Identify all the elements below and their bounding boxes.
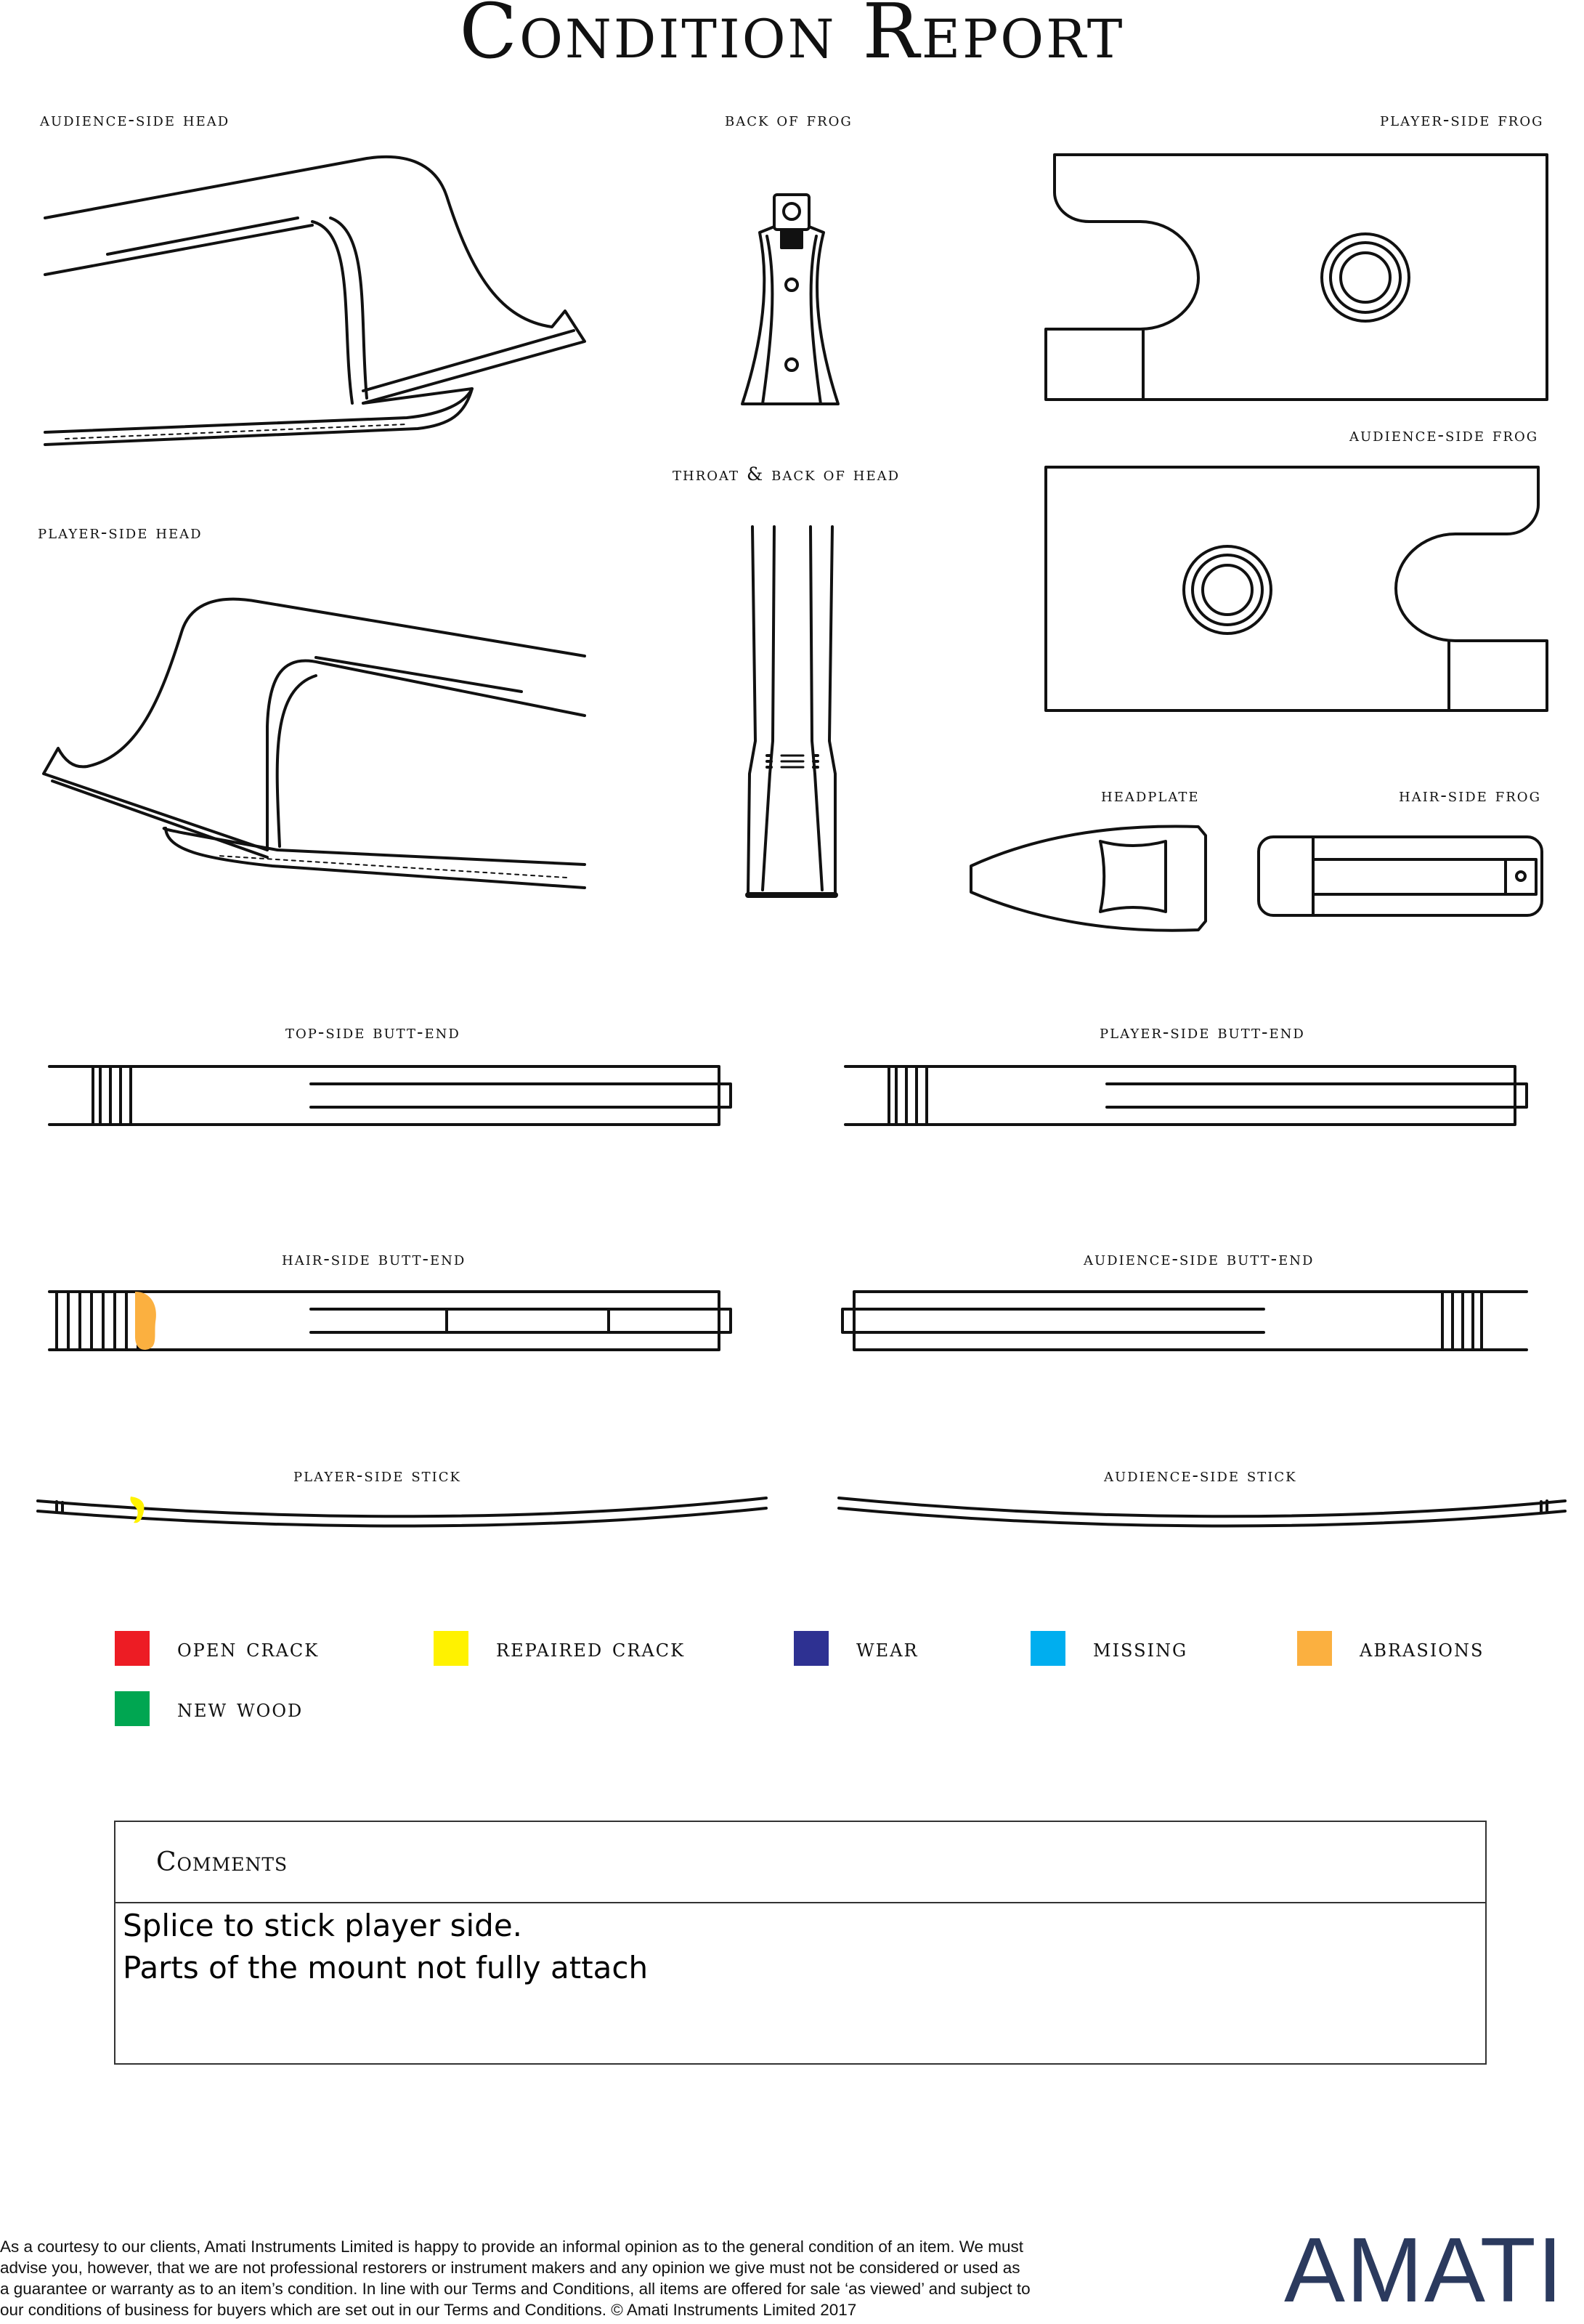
legend-label: repaired crack xyxy=(496,1634,686,1663)
label-audience-side-butt-end: audience-side butt-end xyxy=(1084,1248,1315,1269)
disclaimer-line: our conditions of business for buyers which are set out in our Terms and Conditions. © Amati Instruments Limited 2017 xyxy=(0,2301,857,2319)
label-back-of-frog: back of frog xyxy=(725,109,853,130)
comments-heading: Comments xyxy=(115,1822,1485,1903)
disclaimer-line: advise you, however, that we are not professional restorers or instrument makers and any opinion we give must not be considered or used as xyxy=(0,2259,1020,2277)
label-hair-side-butt-end: hair-side butt-end xyxy=(282,1248,466,1269)
player-side-head-drawing xyxy=(44,599,585,888)
legend-label: missing xyxy=(1093,1634,1188,1663)
legend-item-abrasions xyxy=(1297,1631,1484,1666)
label-player-side-stick: player-side stick xyxy=(293,1465,461,1486)
label-throat-back-of-head: throat & back of head xyxy=(673,463,901,485)
label-audience-side-frog: audience-side frog xyxy=(1349,424,1539,445)
label-player-side-butt-end: player-side butt-end xyxy=(1100,1021,1305,1042)
legend-item-open-crack xyxy=(115,1631,319,1666)
swatch-abrasions xyxy=(1297,1631,1332,1666)
top-side-butt-end-drawing xyxy=(49,1066,731,1125)
label-top-side-butt-end: top-side butt-end xyxy=(285,1021,460,1042)
comment-line: Splice to stick player side. xyxy=(123,1908,523,1943)
hair-side-butt-end-drawing xyxy=(49,1292,731,1350)
disclaimer xyxy=(0,2236,1162,2320)
legend-item-repaired-crack xyxy=(434,1631,685,1666)
disclaimer-line: As a courtesy to our clients, Amati Instruments Limited is happy to provide an informal opinion as to the general condition of an item. We must xyxy=(0,2238,1024,2256)
page-title: Condition Report xyxy=(459,0,1125,76)
comments-box xyxy=(114,1821,1487,2065)
label-hair-side-frog: hair-side frog xyxy=(1399,785,1541,806)
legend-label: abrasions xyxy=(1360,1634,1485,1663)
label-audience-side-head: audience-side head xyxy=(40,109,230,130)
swatch-missing xyxy=(1031,1631,1065,1666)
abrasion-marking xyxy=(135,1292,156,1350)
player-side-frog-drawing xyxy=(1046,155,1547,400)
audience-side-frog-drawing xyxy=(1046,467,1547,710)
label-audience-side-stick: audience-side stick xyxy=(1104,1465,1297,1486)
amati-logo: AMATI xyxy=(1284,2219,1564,2321)
legend-label: open crack xyxy=(177,1634,320,1663)
player-side-stick-drawing xyxy=(38,1497,766,1526)
legend-item-wear xyxy=(794,1631,919,1666)
legend-item-new-wood xyxy=(115,1691,303,1726)
headplate-drawing xyxy=(971,827,1206,931)
audience-side-stick-drawing xyxy=(839,1498,1565,1526)
audience-side-head-drawing xyxy=(45,157,585,445)
player-side-butt-end-drawing xyxy=(845,1066,1527,1125)
swatch-open-crack xyxy=(115,1631,150,1666)
legend-item-missing xyxy=(1031,1631,1187,1666)
label-player-side-frog: player-side frog xyxy=(1380,109,1544,130)
label-headplate: headplate xyxy=(1101,785,1200,806)
throat-back-of-head-drawing xyxy=(748,527,835,895)
audience-side-butt-end-drawing xyxy=(842,1292,1527,1350)
back-of-frog-drawing xyxy=(742,195,838,404)
disclaimer-line: a guarantee or warranty as to an item’s condition. In line with our Terms and Conditions, all items are offered for sale ‘as viewed’ and subject to xyxy=(0,2280,1031,2298)
swatch-repaired-crack xyxy=(434,1631,468,1666)
label-player-side-head: player-side head xyxy=(38,522,203,543)
legend-label: new wood xyxy=(177,1694,304,1723)
legend-label: wear xyxy=(856,1634,919,1663)
swatch-wear xyxy=(794,1631,829,1666)
comments-body xyxy=(115,1903,1485,1989)
hair-side-frog-drawing xyxy=(1259,837,1542,915)
comment-line: Parts of the mount not fully attach xyxy=(123,1950,649,1985)
swatch-new-wood xyxy=(115,1691,150,1726)
